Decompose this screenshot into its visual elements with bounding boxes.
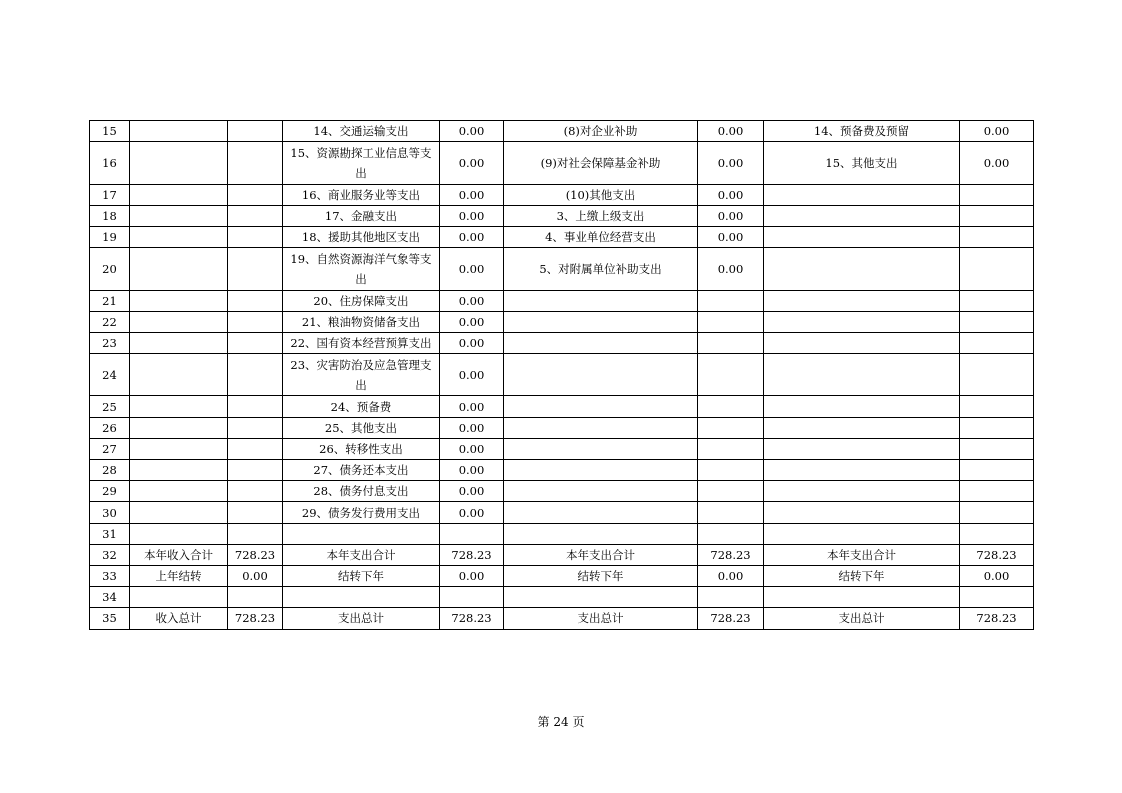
expense-government-cell: [764, 184, 960, 205]
expense-government-cell: 本年支出合计: [764, 544, 960, 565]
expense-function-amount-cell: 0.00: [440, 311, 504, 332]
table-row: [90, 396, 1034, 417]
income-amount-cell: 728.23: [228, 544, 283, 565]
expense-government-amount-cell: [960, 502, 1034, 523]
expense-economic-cell: [504, 354, 698, 396]
income-item-cell: [130, 502, 228, 523]
expense-economic-cell: 支出总计: [504, 608, 698, 629]
income-item-cell: 收入总计: [130, 608, 228, 629]
row-number-cell: 25: [90, 396, 130, 417]
expense-government-cell: [764, 481, 960, 502]
expense-function-cell: 18、援助其他地区支出: [283, 226, 440, 247]
table-row: [90, 460, 1034, 481]
expense-function-cell: 23、灾害防治及应急管理支出: [283, 354, 440, 396]
expense-function-cell: 16、商业服务业等支出: [283, 184, 440, 205]
income-amount-cell: [228, 142, 283, 184]
expense-function-cell: 17、金融支出: [283, 205, 440, 226]
expense-economic-cell: 5、对附属单位补助支出: [504, 248, 698, 290]
income-item-cell: 本年收入合计: [130, 544, 228, 565]
expense-function-cell: 本年支出合计: [283, 544, 440, 565]
table-row: [90, 608, 1034, 629]
table-row: [90, 481, 1034, 502]
income-amount-cell: [228, 121, 283, 142]
expense-function-cell: 28、债务付息支出: [283, 481, 440, 502]
row-number-cell: 28: [90, 460, 130, 481]
table-row: [90, 184, 1034, 205]
expense-economic-amount-cell: 728.23: [698, 544, 764, 565]
income-amount-cell: [228, 417, 283, 438]
expense-economic-amount-cell: 0.00: [698, 565, 764, 586]
expense-economic-cell: [504, 460, 698, 481]
expense-function-amount-cell: [440, 587, 504, 608]
expense-function-amount-cell: 0.00: [440, 417, 504, 438]
expense-government-cell: [764, 248, 960, 290]
expense-government-amount-cell: [960, 226, 1034, 247]
expense-government-amount-cell: [960, 460, 1034, 481]
income-amount-cell: [228, 248, 283, 290]
expense-economic-cell: 3、上缴上级支出: [504, 205, 698, 226]
income-amount-cell: [228, 502, 283, 523]
expense-economic-amount-cell: 0.00: [698, 226, 764, 247]
income-item-cell: [130, 587, 228, 608]
row-number-cell: 15: [90, 121, 130, 142]
income-item-cell: [130, 481, 228, 502]
expense-function-cell: 结转下年: [283, 565, 440, 586]
expense-economic-amount-cell: [698, 481, 764, 502]
expense-government-cell: 结转下年: [764, 565, 960, 586]
row-number-cell: 24: [90, 354, 130, 396]
expense-function-amount-cell: 728.23: [440, 544, 504, 565]
income-item-cell: [130, 396, 228, 417]
row-number-cell: 18: [90, 205, 130, 226]
page-number: 第 24 页: [537, 715, 585, 729]
expense-government-amount-cell: 728.23: [960, 544, 1034, 565]
row-number-cell: 31: [90, 523, 130, 544]
expense-government-cell: [764, 226, 960, 247]
income-amount-cell: [228, 184, 283, 205]
income-amount-cell: 0.00: [228, 565, 283, 586]
income-amount-cell: [228, 587, 283, 608]
table-body: [90, 121, 1034, 630]
expense-government-cell: [764, 332, 960, 353]
income-item-cell: [130, 184, 228, 205]
expense-government-cell: [764, 523, 960, 544]
income-item-cell: [130, 417, 228, 438]
expense-government-cell: [764, 290, 960, 311]
income-amount-cell: [228, 354, 283, 396]
table-row: [90, 332, 1034, 353]
row-number-cell: 35: [90, 608, 130, 629]
income-amount-cell: [228, 205, 283, 226]
expense-government-amount-cell: [960, 417, 1034, 438]
table-row: [90, 311, 1034, 332]
table-row: [90, 544, 1034, 565]
table-row: [90, 205, 1034, 226]
expense-economic-amount-cell: 0.00: [698, 142, 764, 184]
expense-government-cell: [764, 417, 960, 438]
expense-economic-amount-cell: [698, 290, 764, 311]
row-number-cell: 16: [90, 142, 130, 184]
expense-function-amount-cell: 0.00: [440, 565, 504, 586]
expense-economic-amount-cell: [698, 417, 764, 438]
expense-government-amount-cell: [960, 332, 1034, 353]
expense-function-amount-cell: 0.00: [440, 396, 504, 417]
expense-economic-amount-cell: [698, 354, 764, 396]
expense-function-amount-cell: 0.00: [440, 354, 504, 396]
expense-economic-cell: [504, 311, 698, 332]
table-row: [90, 121, 1034, 142]
expense-government-cell: [764, 438, 960, 459]
expense-function-amount-cell: 0.00: [440, 438, 504, 459]
income-amount-cell: [228, 438, 283, 459]
expense-function-amount-cell: 0.00: [440, 121, 504, 142]
expense-function-amount-cell: 0.00: [440, 290, 504, 311]
expense-government-amount-cell: [960, 587, 1034, 608]
expense-function-cell: 20、住房保障支出: [283, 290, 440, 311]
expense-government-amount-cell: [960, 311, 1034, 332]
expense-function-cell: 14、交通运输支出: [283, 121, 440, 142]
income-item-cell: [130, 142, 228, 184]
table-row: [90, 587, 1034, 608]
expense-government-cell: 15、其他支出: [764, 142, 960, 184]
expense-function-cell: 22、国有资本经营预算支出: [283, 332, 440, 353]
expense-government-amount-cell: [960, 396, 1034, 417]
expense-economic-amount-cell: [698, 332, 764, 353]
expense-government-amount-cell: [960, 205, 1034, 226]
income-amount-cell: [228, 396, 283, 417]
expense-government-amount-cell: 0.00: [960, 142, 1034, 184]
income-item-cell: [130, 226, 228, 247]
expense-economic-cell: (9)对社会保障基金补助: [504, 142, 698, 184]
row-number-cell: 29: [90, 481, 130, 502]
income-item-cell: [130, 121, 228, 142]
expense-function-cell: [283, 523, 440, 544]
expense-economic-amount-cell: [698, 438, 764, 459]
row-number-cell: 26: [90, 417, 130, 438]
expense-government-cell: [764, 460, 960, 481]
expense-economic-cell: [504, 587, 698, 608]
income-item-cell: [130, 248, 228, 290]
expense-economic-amount-cell: 728.23: [698, 608, 764, 629]
expense-economic-amount-cell: 0.00: [698, 121, 764, 142]
row-number-cell: 22: [90, 311, 130, 332]
expense-government-amount-cell: 0.00: [960, 565, 1034, 586]
income-item-cell: [130, 438, 228, 459]
table-row: [90, 417, 1034, 438]
expense-economic-amount-cell: [698, 311, 764, 332]
row-number-cell: 32: [90, 544, 130, 565]
table-row: [90, 290, 1034, 311]
row-number-cell: 21: [90, 290, 130, 311]
table-row: [90, 502, 1034, 523]
expense-function-cell: 15、资源勘探工业信息等支出: [283, 142, 440, 184]
expense-economic-cell: [504, 290, 698, 311]
expense-government-amount-cell: [960, 290, 1034, 311]
expense-economic-cell: 结转下年: [504, 565, 698, 586]
expense-economic-cell: [504, 502, 698, 523]
expense-economic-amount-cell: 0.00: [698, 184, 764, 205]
expense-government-cell: 14、预备费及预留: [764, 121, 960, 142]
expense-function-amount-cell: 0.00: [440, 332, 504, 353]
expense-economic-cell: [504, 332, 698, 353]
expense-function-amount-cell: [440, 523, 504, 544]
expense-economic-amount-cell: [698, 523, 764, 544]
expense-economic-cell: [504, 481, 698, 502]
income-item-cell: [130, 523, 228, 544]
income-item-cell: 上年结转: [130, 565, 228, 586]
expense-function-cell: 19、自然资源海洋气象等支出: [283, 248, 440, 290]
expense-government-amount-cell: [960, 248, 1034, 290]
expense-function-amount-cell: 0.00: [440, 205, 504, 226]
income-item-cell: [130, 205, 228, 226]
expense-economic-cell: [504, 523, 698, 544]
expense-function-cell: 支出总计: [283, 608, 440, 629]
expense-government-cell: [764, 354, 960, 396]
expense-government-amount-cell: [960, 184, 1034, 205]
income-amount-cell: 728.23: [228, 608, 283, 629]
row-number-cell: 17: [90, 184, 130, 205]
expense-function-cell: [283, 587, 440, 608]
expense-government-amount-cell: 728.23: [960, 608, 1034, 629]
expense-government-cell: 支出总计: [764, 608, 960, 629]
expense-function-cell: 24、预备费: [283, 396, 440, 417]
income-item-cell: [130, 460, 228, 481]
income-amount-cell: [228, 523, 283, 544]
expense-function-cell: 26、转移性支出: [283, 438, 440, 459]
income-amount-cell: [228, 481, 283, 502]
expense-economic-amount-cell: [698, 502, 764, 523]
expense-economic-amount-cell: 0.00: [698, 248, 764, 290]
row-number-cell: 33: [90, 565, 130, 586]
expense-government-amount-cell: [960, 481, 1034, 502]
income-amount-cell: [228, 290, 283, 311]
expense-economic-cell: 4、事业单位经营支出: [504, 226, 698, 247]
expense-function-amount-cell: 0.00: [440, 248, 504, 290]
table-row: [90, 226, 1034, 247]
expense-function-amount-cell: 0.00: [440, 142, 504, 184]
table-row: [90, 354, 1034, 396]
expense-economic-cell: [504, 438, 698, 459]
row-number-cell: 30: [90, 502, 130, 523]
expense-function-cell: 29、债务发行费用支出: [283, 502, 440, 523]
expense-function-amount-cell: 728.23: [440, 608, 504, 629]
expense-function-amount-cell: 0.00: [440, 502, 504, 523]
expense-function-cell: 27、债务还本支出: [283, 460, 440, 481]
expense-economic-cell: (8)对企业补助: [504, 121, 698, 142]
table-row: [90, 565, 1034, 586]
expense-government-amount-cell: 0.00: [960, 121, 1034, 142]
expense-economic-amount-cell: [698, 396, 764, 417]
income-item-cell: [130, 311, 228, 332]
expense-government-amount-cell: [960, 438, 1034, 459]
expense-economic-cell: (10)其他支出: [504, 184, 698, 205]
expense-function-cell: 21、粮油物资储备支出: [283, 311, 440, 332]
row-number-cell: 27: [90, 438, 130, 459]
expense-economic-amount-cell: [698, 587, 764, 608]
table-row: [90, 142, 1034, 184]
income-amount-cell: [228, 311, 283, 332]
expense-government-cell: [764, 396, 960, 417]
expense-economic-amount-cell: [698, 460, 764, 481]
income-amount-cell: [228, 460, 283, 481]
income-item-cell: [130, 354, 228, 396]
row-number-cell: 20: [90, 248, 130, 290]
expense-government-cell: [764, 311, 960, 332]
income-amount-cell: [228, 332, 283, 353]
table-row: [90, 523, 1034, 544]
expense-function-cell: 25、其他支出: [283, 417, 440, 438]
row-number-cell: 34: [90, 587, 130, 608]
row-number-cell: 19: [90, 226, 130, 247]
expense-economic-cell: 本年支出合计: [504, 544, 698, 565]
expense-function-amount-cell: 0.00: [440, 460, 504, 481]
expense-government-amount-cell: [960, 354, 1034, 396]
row-number-cell: 23: [90, 332, 130, 353]
expense-function-amount-cell: 0.00: [440, 481, 504, 502]
expense-function-amount-cell: 0.00: [440, 226, 504, 247]
income-item-cell: [130, 332, 228, 353]
expense-economic-cell: [504, 396, 698, 417]
budget-table: [89, 120, 1034, 630]
income-amount-cell: [228, 226, 283, 247]
expense-economic-amount-cell: 0.00: [698, 205, 764, 226]
expense-government-amount-cell: [960, 523, 1034, 544]
table-row: [90, 248, 1034, 290]
expense-government-cell: [764, 205, 960, 226]
expense-government-cell: [764, 587, 960, 608]
expense-economic-cell: [504, 417, 698, 438]
table-row: [90, 438, 1034, 459]
expense-government-cell: [764, 502, 960, 523]
income-item-cell: [130, 290, 228, 311]
expense-function-amount-cell: 0.00: [440, 184, 504, 205]
